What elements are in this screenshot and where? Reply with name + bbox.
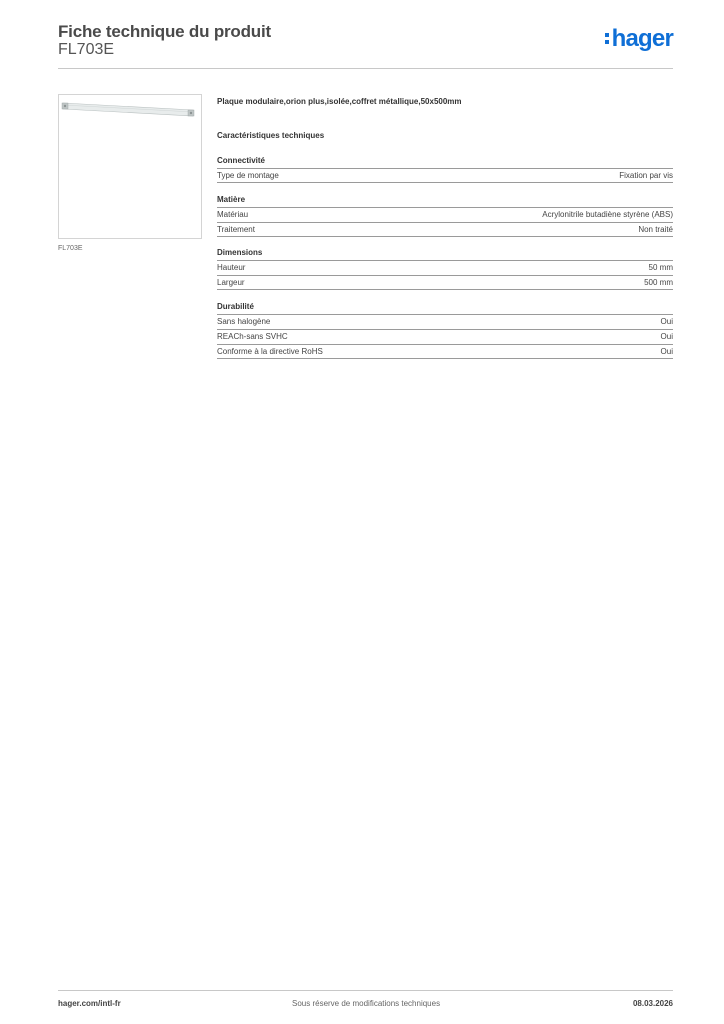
spec-value: 500 mm [644, 278, 673, 287]
section-durability [217, 302, 673, 359]
spec-label: Matériau [217, 210, 249, 219]
product-image [58, 94, 202, 239]
product-description: Plaque modulaire,orion plus,isolée,coffret métallique,50x500mm [217, 97, 462, 106]
footer-divider [58, 990, 673, 991]
footer-website-link[interactable]: hager.com/intl-fr [58, 999, 121, 1008]
spec-value: Acrylonitrile butadiène styrène (ABS) [542, 210, 673, 219]
spec-label: Largeur [217, 278, 245, 287]
spec-row [217, 222, 673, 237]
image-caption: FL703E [58, 245, 83, 252]
section-title: Matière [217, 195, 246, 204]
spec-label: REACh-sans SVHC [217, 332, 288, 341]
spec-label: Sans halogène [217, 317, 271, 326]
spec-value: Non traité [638, 225, 673, 234]
section-title: Durabilité [217, 302, 254, 311]
spec-value: Oui [660, 332, 673, 341]
spec-label: Type de montage [217, 171, 279, 180]
logo-colon-mark [605, 30, 609, 45]
product-reference: FL703E [58, 41, 115, 58]
spec-row [217, 168, 673, 183]
spec-row [217, 260, 673, 275]
page-header [58, 22, 673, 70]
section-material [217, 195, 673, 237]
document-title: Fiche technique du produit [58, 22, 271, 41]
section-connectivity [217, 156, 673, 183]
tech-specs-heading: Caractéristiques techniques [217, 131, 325, 140]
spec-row [217, 314, 673, 329]
spec-row [217, 329, 673, 344]
spec-value: Oui [660, 347, 673, 356]
section-title: Dimensions [217, 248, 263, 257]
spec-row [217, 275, 673, 290]
section-title: Connectivité [217, 156, 266, 165]
spec-row [217, 344, 673, 359]
modular-plate-illustration [59, 95, 201, 238]
spec-value: 50 mm [648, 263, 673, 272]
spec-label: Conforme à la directive RoHS [217, 347, 323, 356]
spec-label: Hauteur [217, 263, 246, 272]
header-divider [58, 68, 673, 69]
spec-value: Oui [660, 317, 673, 326]
hager-logo [605, 27, 673, 51]
footer-notice: Sous réserve de modifications techniques [292, 999, 441, 1008]
spec-value: Fixation par vis [619, 171, 673, 180]
spec-row [217, 207, 673, 222]
footer-date: 08.03.2026 [632, 999, 673, 1008]
section-dimensions [217, 248, 673, 290]
spec-label: Traitement [217, 225, 255, 234]
logo-text: hager [611, 25, 673, 52]
